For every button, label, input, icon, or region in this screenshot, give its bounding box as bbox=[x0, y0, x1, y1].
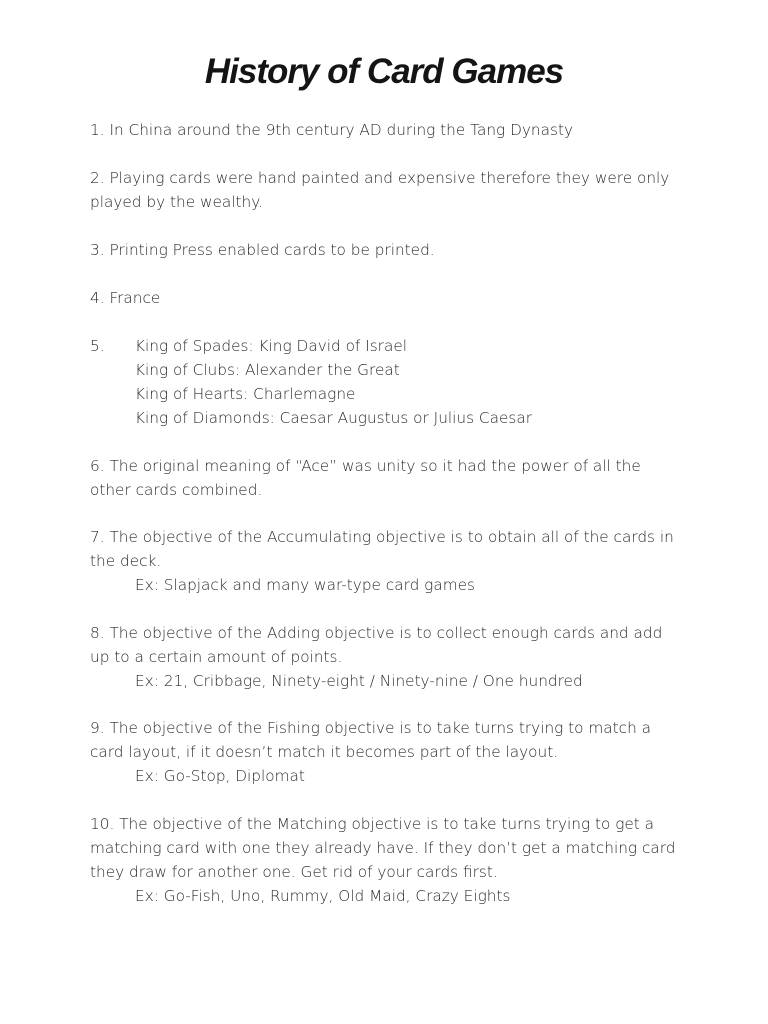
item-10-line-3: they draw for another one. Get rid of your cards first. bbox=[90, 863, 498, 881]
item-2-line-1: 2. Playing cards were hand painted and expensive therefore they were only bbox=[90, 169, 670, 187]
item-5-line-3: King of Hearts: Charlemagne bbox=[135, 385, 356, 403]
item-8-line-1: 8. The objective of the Adding objective is to collect enough cards and add bbox=[90, 624, 663, 642]
item-1-line-1: 1. In China around the 9th century AD during the Tang Dynasty bbox=[90, 121, 573, 139]
item-8-line-2: up to a certain amount of points. bbox=[90, 648, 343, 666]
item-7-line-2: the deck. bbox=[90, 552, 162, 570]
item-5-line-4: King of Diamonds: Caesar Augustus or Julius Caesar bbox=[135, 409, 533, 427]
item-10-line-1: 10. The objective of the Matching objective is to take turns trying to get a bbox=[90, 815, 655, 833]
item-10-line-2: matching card with one they already have. If they don’t get a matching card bbox=[90, 839, 676, 857]
item-7-example: Ex: Slapjack and many war-type card games bbox=[135, 576, 476, 594]
item-6-line-1: 6. The original meaning of “Ace” was unity so it had the power of all the bbox=[90, 457, 641, 475]
item-7-line-1: 7. The objective of the Accumulating objective is to obtain all of the cards in bbox=[90, 528, 674, 546]
item-4-line-1: 4. France bbox=[90, 289, 161, 307]
item-3-line-1: 3. Printing Press enabled cards to be printed. bbox=[90, 241, 435, 259]
item-10-example: Ex: Go-Fish, Uno, Rummy, Old Maid, Crazy Eights bbox=[135, 887, 511, 905]
item-5-line-1: King of Spades: King David of Israel bbox=[135, 337, 407, 355]
item-9-line-1: 9. The objective of the Fishing objective is to take turns trying to match a bbox=[90, 719, 652, 737]
item-2-line-2: played by the wealthy. bbox=[90, 193, 263, 211]
item-9-line-2: card layout, if it doesn’t match it becomes part of the layout. bbox=[90, 743, 559, 761]
item-8-example: Ex: 21, Cribbage, Ninety-eight / Ninety-nine / One hundred bbox=[135, 672, 583, 690]
item-5-line-2: King of Clubs: Alexander the Great bbox=[135, 361, 400, 379]
page-title: History of Card Games bbox=[204, 52, 564, 91]
item-9-example: Ex: Go-Stop, Diplomat bbox=[135, 767, 305, 785]
item-5-number: 5. bbox=[90, 337, 105, 355]
item-6-line-2: other cards combined. bbox=[90, 481, 263, 499]
